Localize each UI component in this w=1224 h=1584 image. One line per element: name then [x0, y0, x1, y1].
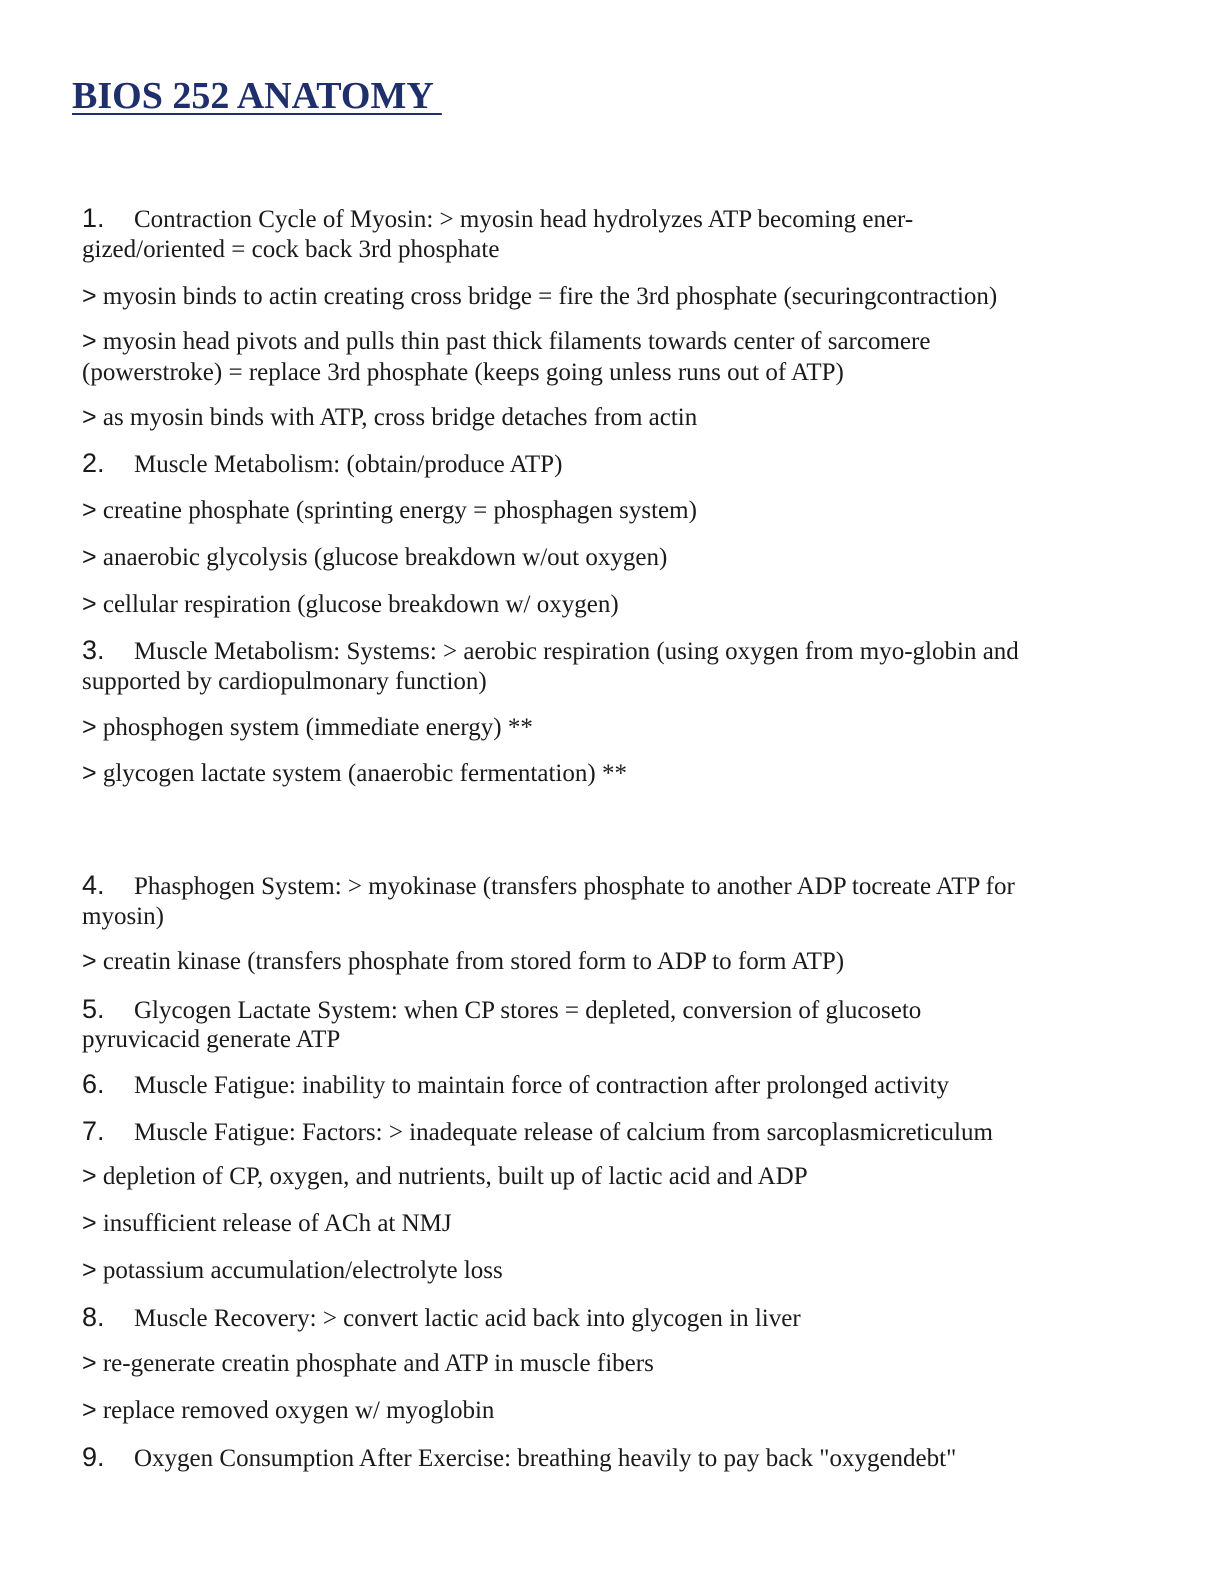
line-text: Phasphogen System: > myokinase (transfers phosphate to another ADP tocreate ATP for	[134, 873, 1015, 900]
line-text: gized/oriented = cock back 3rd phosphate	[82, 236, 500, 263]
bullet-line	[82, 946, 1142, 977]
arrow-marker: >	[82, 403, 97, 431]
arrow-marker: >	[82, 1209, 97, 1237]
line-text: Contraction Cycle of Myosin: > myosin head hydrolyzes ATP becoming ener-	[134, 206, 914, 233]
arrow-marker: >	[82, 947, 97, 975]
item-number: 7.	[82, 1116, 105, 1146]
arrow-marker: >	[82, 1396, 97, 1424]
line-text: Muscle Recovery: > convert lactic acid back into glycogen in liver	[134, 1305, 801, 1332]
continuation-line	[82, 901, 1142, 932]
continuation-line	[82, 234, 1142, 265]
line-text: insufficient release of ACh at NMJ	[102, 1210, 452, 1237]
bullet-line	[82, 1395, 1142, 1426]
arrow-marker: >	[82, 1162, 97, 1190]
line-text: Glycogen Lactate System: when CP stores = depleted, conversion of glucoseto	[134, 997, 922, 1024]
item-number: 1.	[82, 203, 105, 233]
bullet-line	[82, 542, 1142, 573]
numbered-item-line	[82, 1442, 1142, 1474]
item-number: 6.	[82, 1069, 105, 1099]
continuation-line	[82, 357, 1142, 388]
continuation-line	[82, 666, 1142, 697]
line-text: myosin)	[82, 903, 164, 930]
line-text: creatin kinase (transfers phosphate from stored form to ADP to form ATP)	[102, 948, 845, 975]
item-number: 3.	[82, 635, 105, 665]
numbered-item-line	[82, 1116, 1142, 1148]
arrow-marker: >	[82, 282, 97, 310]
arrow-marker: >	[82, 713, 97, 741]
numbered-item-line	[82, 203, 1142, 235]
bullet-line	[82, 758, 1142, 789]
line-text: creatine phosphate (sprinting energy = phosphagen system)	[102, 497, 697, 524]
bullet-line	[82, 1208, 1142, 1239]
line-text: re-generate creatin phosphate and ATP in muscle fibers	[102, 1350, 654, 1377]
line-text: glycogen lactate system (anaerobic fermentation) **	[102, 760, 627, 787]
item-number: 8.	[82, 1302, 105, 1332]
line-text: Oxygen Consumption After Exercise: breathing heavily to pay back "oxygendebt"	[134, 1445, 957, 1472]
numbered-item-line	[82, 1302, 1142, 1334]
arrow-marker: >	[82, 590, 97, 618]
item-number: 9.	[82, 1442, 105, 1472]
bullet-line	[82, 495, 1142, 526]
bullet-line	[82, 1348, 1142, 1379]
line-text: cellular respiration (glucose breakdown w/ oxygen)	[102, 591, 619, 618]
bullet-line	[82, 1161, 1142, 1192]
item-number: 4.	[82, 870, 105, 900]
line-text: Muscle Fatigue: Factors: > inadequate release of calcium from sarcoplasmicreticulum	[134, 1119, 993, 1146]
bullet-line	[82, 589, 1142, 620]
arrow-marker: >	[82, 1256, 97, 1284]
line-text: depletion of CP, oxygen, and nutrients, built up of lactic acid and ADP	[102, 1163, 808, 1190]
line-text: pyruvicacid generate ATP	[82, 1026, 341, 1053]
bullet-line	[82, 1255, 1142, 1286]
line-text: phosphogen system (immediate energy) **	[102, 714, 533, 741]
line-text: as myosin binds with ATP, cross bridge detaches from actin	[102, 404, 698, 431]
arrow-marker: >	[82, 543, 97, 571]
page-title: BIOS 252 ANATOMY	[72, 75, 442, 117]
line-text: myosin binds to actin creating cross bridge = fire the 3rd phosphate (securingcontraction)	[102, 283, 998, 310]
numbered-item-line	[82, 635, 1142, 667]
item-number: 5.	[82, 994, 105, 1024]
item-number: 2.	[82, 448, 105, 478]
line-text: anaerobic glycolysis (glucose breakdown w/out oxygen)	[102, 544, 668, 571]
numbered-item-line	[82, 448, 1142, 480]
line-text: myosin head pivots and pulls thin past thick filaments towards center of sarcomere	[102, 328, 931, 355]
arrow-marker: >	[82, 496, 97, 524]
bullet-line	[82, 402, 1142, 433]
line-text: (powerstroke) = replace 3rd phosphate (keeps going unless runs out of ATP)	[82, 359, 844, 386]
line-text: supported by cardiopulmonary function)	[82, 668, 487, 695]
line-text: potassium accumulation/electrolyte loss	[102, 1257, 503, 1284]
numbered-item-line	[82, 994, 1142, 1026]
line-text: replace removed oxygen w/ myoglobin	[102, 1397, 495, 1424]
bullet-line	[82, 326, 1142, 357]
numbered-item-line	[82, 1069, 1142, 1101]
arrow-marker: >	[82, 327, 97, 355]
arrow-marker: >	[82, 759, 97, 787]
numbered-item-line	[82, 870, 1142, 902]
bullet-line	[82, 712, 1142, 743]
continuation-line	[82, 1024, 1142, 1055]
line-text: Muscle Metabolism: Systems: > aerobic respiration (using oxygen from myo-globin and	[134, 638, 1019, 665]
arrow-marker: >	[82, 1349, 97, 1377]
line-text: Muscle Metabolism: (obtain/produce ATP)	[134, 451, 563, 478]
bullet-line	[82, 281, 1142, 312]
line-text: Muscle Fatigue: inability to maintain force of contraction after prolonged activity	[134, 1072, 950, 1099]
